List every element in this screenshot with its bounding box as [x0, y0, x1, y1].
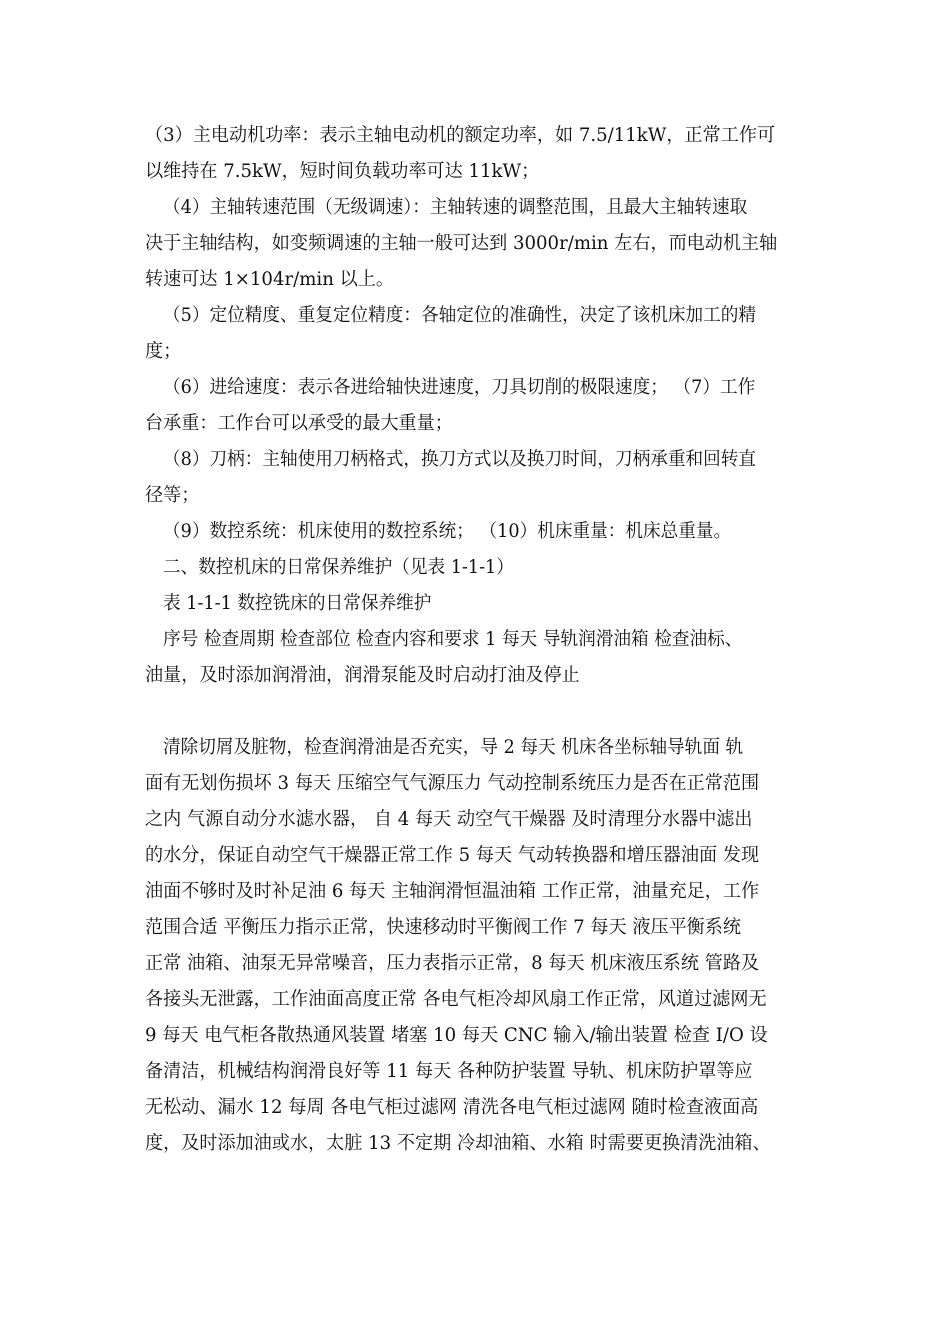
text-line: 转速可达 1×104r/min 以上。: [145, 269, 394, 290]
table-text-line: 油面不够时及时补足油 6 每天 主轴润滑恒温油箱 工作正常，油量充足，工作: [145, 881, 760, 902]
table-text-line: 各接头无泄露，工作油面高度正常 各电气柜冷却风扇工作正常，风道过滤网无: [145, 989, 767, 1010]
table-text-line: 之内 气源自动分水滤水器， 自 4 每天 动空气干燥器 及时清理分水器中滤出: [145, 809, 753, 830]
table-text-line: 的水分，保证自动空气干燥器正常工作 5 每天 气动转换器和增压器油面 发现: [145, 845, 760, 866]
text-line: 决于主轴结构，如变频调速的主轴一般可达到 3000r/min 左右，而电动机主轴: [145, 233, 778, 254]
text-line: 以维持在 7.5kW，短时间负载功率可达 11kW；: [145, 161, 540, 182]
text-line: 径等；: [145, 485, 200, 506]
text-line: （3）主电动机功率：表示主轴电动机的额定功率，如 7.5/11kW，正常工作可: [145, 125, 776, 146]
table-text-line: 序号 检查周期 检查部位 检查内容和要求 1 每天 导轨润滑油箱 检查油标、: [163, 629, 743, 650]
table-text-line: 备清洁，机械结构润滑良好等 11 每天 各种防护装置 导轨、机床防护罩等应: [145, 1061, 753, 1082]
table-text-line: 范围合适 平衡压力指示正常，快速移动时平衡阀工作 7 每天 液压平衡系统: [145, 917, 742, 938]
table-text-line: 无松动、漏水 12 每周 各电气柜过滤网 清洗各电气柜过滤网 随时检查液面高: [145, 1097, 759, 1118]
text-line: （6）进给速度：表示各进给轴快进速度，刀具切削的极限速度； （7）工作: [163, 377, 756, 398]
text-line: （9）数控系统：机床使用的数控系统； （10）机床重量：机床总重量。: [163, 521, 732, 542]
text-line: （5）定位精度、重复定位精度：各轴定位的准确性，决定了该机床加工的精: [163, 305, 757, 326]
text-line: （4）主轴转速范围（无级调速）：主轴转速的调整范围，且最大主轴转速取: [163, 197, 748, 218]
table-text-line: 9 每天 电气柜各散热通风装置 堵塞 10 每天 CNC 输入/输出装置 检查 I/O 设: [145, 1025, 768, 1046]
table-text-line: 面有无划伤损坏 3 每天 压缩空气气源压力 气动控制系统压力是否在正常范围: [145, 773, 760, 794]
table-text-line: 油量，及时添加润滑油，润滑泵能及时启动打油及停止: [145, 665, 580, 686]
table-text-line: 清除切屑及脏物，检查润滑油是否充实，导 2 每天 机床各坐标轴导轨面 轨: [163, 737, 744, 758]
section-heading: 二、数控机床的日常保养维护（见表 1-1-1）: [163, 557, 514, 578]
text-line: （8）刀柄：主轴使用刀柄格式，换刀方式以及换刀时间，刀柄承重和回转直: [163, 449, 757, 470]
table-text-line: 度，及时添加油或水，太脏 13 不定期 冷却油箱、水箱 时需要更换清洗油箱、: [145, 1133, 771, 1154]
text-line: 度；: [145, 341, 182, 362]
table-caption: 表 1-1-1 数控铣床的日常保养维护: [163, 593, 432, 614]
text-line: 台承重：工作台可以承受的最大重量；: [145, 413, 453, 434]
table-text-line: 正常 油箱、油泵无异常噪音，压力表指示正常，8 每天 机床液压系统 管路及: [145, 953, 760, 974]
